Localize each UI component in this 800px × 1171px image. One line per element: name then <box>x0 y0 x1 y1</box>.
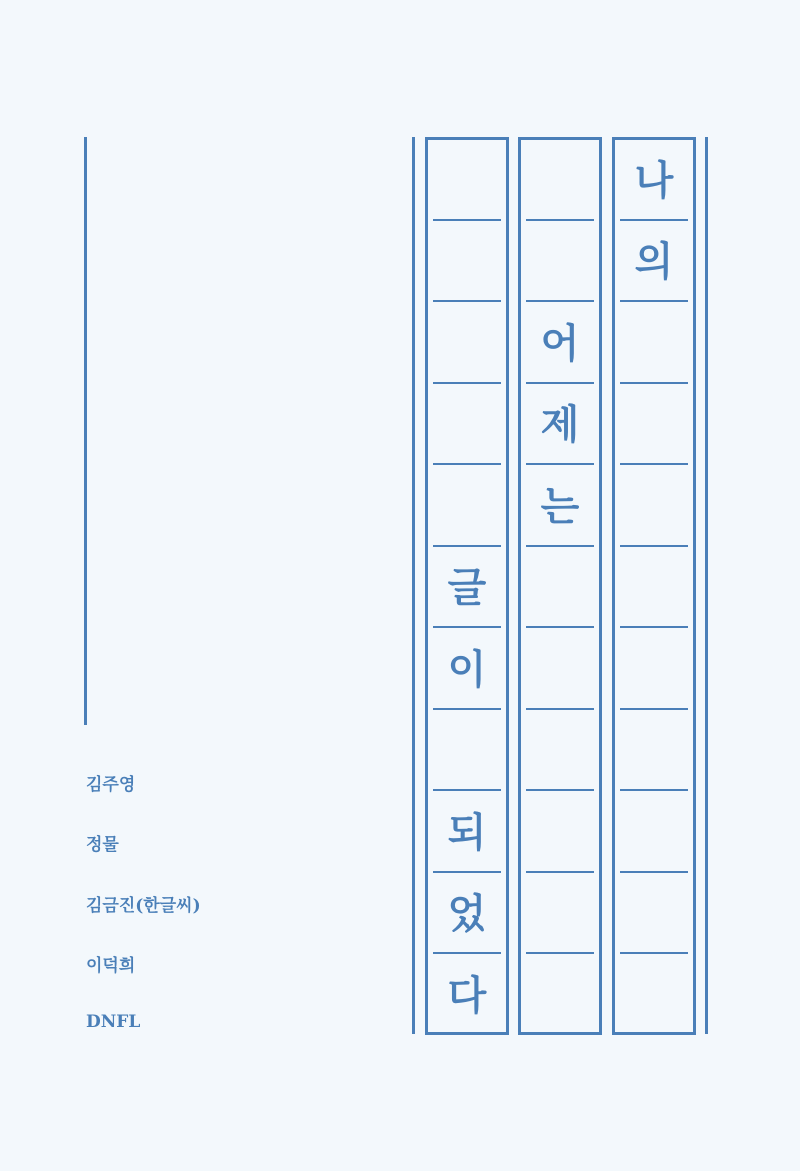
title-character: 제 <box>540 400 580 448</box>
cell-divider <box>526 626 594 628</box>
title-cell <box>526 792 594 873</box>
title-cell <box>526 710 594 791</box>
credit-designer: 이덕희 <box>86 956 136 976</box>
title-cell <box>433 873 501 954</box>
title-character: 되 <box>447 808 487 856</box>
title-cell <box>526 955 594 1036</box>
title-cell <box>433 466 501 547</box>
title-frame-right-rule <box>705 137 708 1034</box>
title-cell <box>433 384 501 465</box>
credit-publisher: DNFL <box>86 1012 141 1032</box>
title-cell <box>620 792 688 873</box>
title-cell <box>526 629 594 710</box>
title-cell <box>620 140 688 221</box>
title-column <box>425 137 509 1035</box>
title-cell <box>433 547 501 628</box>
title-cell <box>433 221 501 302</box>
title-character: 다 <box>447 971 487 1019</box>
title-cell <box>620 710 688 791</box>
title-cell <box>526 547 594 628</box>
cell-divider <box>433 789 501 791</box>
credit-lettering: 김금진(한글씨) <box>86 896 201 916</box>
title-column <box>612 137 696 1035</box>
title-cell <box>433 629 501 710</box>
title-character: 는 <box>540 482 580 530</box>
credit-illustrator: 정물 <box>86 835 119 855</box>
title-character: 의 <box>634 237 674 285</box>
cell-divider <box>433 463 501 465</box>
cell-divider <box>620 952 688 954</box>
title-cell <box>526 384 594 465</box>
title-cell <box>620 547 688 628</box>
title-cell <box>433 140 501 221</box>
title-character: 글 <box>447 563 487 611</box>
title-cell <box>620 873 688 954</box>
cell-divider <box>620 789 688 791</box>
title-cell <box>526 303 594 384</box>
title-cell <box>620 384 688 465</box>
cell-divider <box>620 300 688 302</box>
title-column <box>518 137 602 1035</box>
cell-divider <box>526 300 594 302</box>
title-character: 나 <box>634 156 674 204</box>
title-cell <box>433 792 501 873</box>
cell-divider <box>526 952 594 954</box>
cell-divider <box>433 626 501 628</box>
title-cell <box>526 140 594 221</box>
title-cell <box>620 221 688 302</box>
title-frame-left-rule <box>412 137 415 1034</box>
title-cell <box>620 303 688 384</box>
title-cell <box>526 873 594 954</box>
title-character: 었 <box>447 889 487 937</box>
title-character: 어 <box>540 319 580 367</box>
title-cell <box>620 955 688 1036</box>
cell-divider <box>620 626 688 628</box>
credit-author: 김주영 <box>86 775 136 795</box>
title-cell <box>433 303 501 384</box>
title-cell <box>526 221 594 302</box>
title-cell <box>620 629 688 710</box>
cell-divider <box>526 789 594 791</box>
title-character: 이 <box>447 645 487 693</box>
cell-divider <box>620 463 688 465</box>
cell-divider <box>433 300 501 302</box>
title-cell <box>433 955 501 1036</box>
cell-divider <box>526 463 594 465</box>
title-cell <box>620 466 688 547</box>
title-cell <box>526 466 594 547</box>
left-vertical-rule <box>84 137 87 725</box>
title-cell <box>433 710 501 791</box>
cell-divider <box>433 952 501 954</box>
